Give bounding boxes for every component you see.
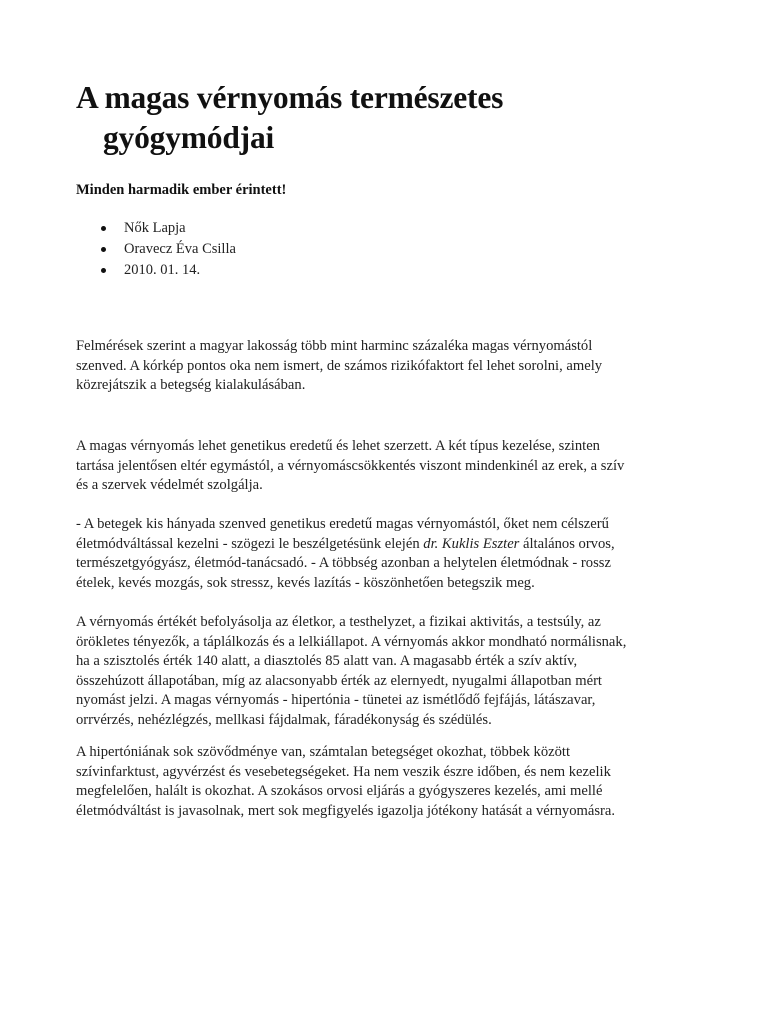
paragraph-text: életmódváltással kezelni - szögezi le beszélgetésünk elején: [76, 535, 424, 552]
article-lead: Minden harmadik ember érintett!: [76, 182, 287, 198]
paragraph-5: [76, 743, 691, 821]
bullet-icon: [101, 268, 106, 273]
paragraph-line: életmódváltást is javasolnak, mert sok megfigyelés igazolja jótékony hatását a vérnyomásra.: [76, 802, 615, 819]
doctor-name: dr. Kuklis Eszter: [423, 535, 520, 552]
paragraph-line: A vérnyomás értékét befolyásolja az életkor, a testhelyzet, a fizikai aktivitás, a testsúly, az: [76, 614, 601, 630]
paragraph-2: [76, 437, 691, 496]
paragraph-text: általános orvos,: [519, 535, 615, 552]
meta-author-text: Oravecz Éva Csilla: [124, 241, 236, 257]
article-title: [76, 78, 691, 158]
paragraph-line: Felmérések szerint a magyar lakosság több mint harminc százaléka magas vérnyomástól: [76, 338, 593, 354]
paragraph-line: nyomást jelzi. A magas vérnyomás - hipertónia - tünetei az ismétlődő fejfájás, látászavar,: [76, 692, 596, 709]
paragraph-line: örökletes tényezők, a táplálkozás és a lelkiállapot. A vérnyomás akkor mondható normálisnak,: [76, 633, 627, 650]
meta-date: [76, 260, 236, 281]
paragraph-line: tartása jelentősen eltér egymástól, a vérnyomáscsökkentés viszont mindenkinél az erek, a szív: [76, 457, 625, 474]
meta-date-text: 2010. 01. 14.: [124, 262, 201, 278]
paragraph-4: [76, 613, 691, 731]
meta-source: [76, 218, 236, 239]
paragraph-line: orrvérzés, nehézlégzés, mellkasi fájdalmak, fáradékonyság és szédülés.: [76, 711, 492, 728]
paragraph-line: és a szervek védelmét szolgálja.: [76, 477, 263, 494]
meta-author: [76, 239, 236, 260]
bullet-icon: [101, 226, 106, 231]
paragraph-line: természetgyógyász, életmód-tanácsadó. - A többség azonban a helytelen életmódnak - rossz: [76, 555, 611, 572]
paragraph-line: ételek, kevés mozgás, sok stressz, kevés lazítás - köszönhetően betegszik meg.: [76, 574, 535, 591]
paragraph-line: szívinfarktust, agyvérzést és vesebetegségeket. Ha nem veszik észre időben, és nem kezelik: [76, 763, 611, 780]
paragraph-line: összehúzott állapotában, míg az alacsonyabb érték az elernyedt, nyugalmi állapotban mért: [76, 672, 602, 689]
paragraph-line: - A betegek kis hányada szenved genetikus eredetű magas vérnyomástól, őket nem célszerű: [76, 516, 609, 532]
article: [76, 78, 691, 819]
article-meta-list: [76, 218, 236, 281]
paragraph-line: szenved. A kórkép pontos oka nem ismert, de számos rizikófaktort fel lehet sorolni, amely: [76, 357, 603, 374]
paragraph-line: közrejátszik a betegség kialakulásában.: [76, 377, 306, 394]
paragraph-line: A hipertóniának sok szövődménye van, számtalan betegséget okozhat, többek között: [76, 744, 571, 760]
paragraph-line: A magas vérnyomás lehet genetikus eredetű és lehet szerzett. A két típus kezelése, szinten: [76, 438, 600, 454]
paragraph-line: ha a szisztolés érték 140 alatt, a diasztolés 85 alatt van. A magasabb érték a szív aktív,: [76, 653, 578, 670]
paragraph-line: [76, 535, 691, 555]
article-title-line-2: gyógymódjai: [103, 120, 275, 155]
bullet-icon: [101, 247, 106, 252]
paragraph-1: [76, 337, 691, 396]
paragraph-line: megfelelően, halált is okozhat. A szokásos orvosi eljárás a gyógyszeres kezelés, ami mellé: [76, 783, 603, 800]
paragraph-3: [76, 515, 691, 593]
article-title-line-1: A magas vérnyomás természetes: [76, 80, 504, 115]
meta-source-text: Nők Lapja: [124, 220, 186, 236]
